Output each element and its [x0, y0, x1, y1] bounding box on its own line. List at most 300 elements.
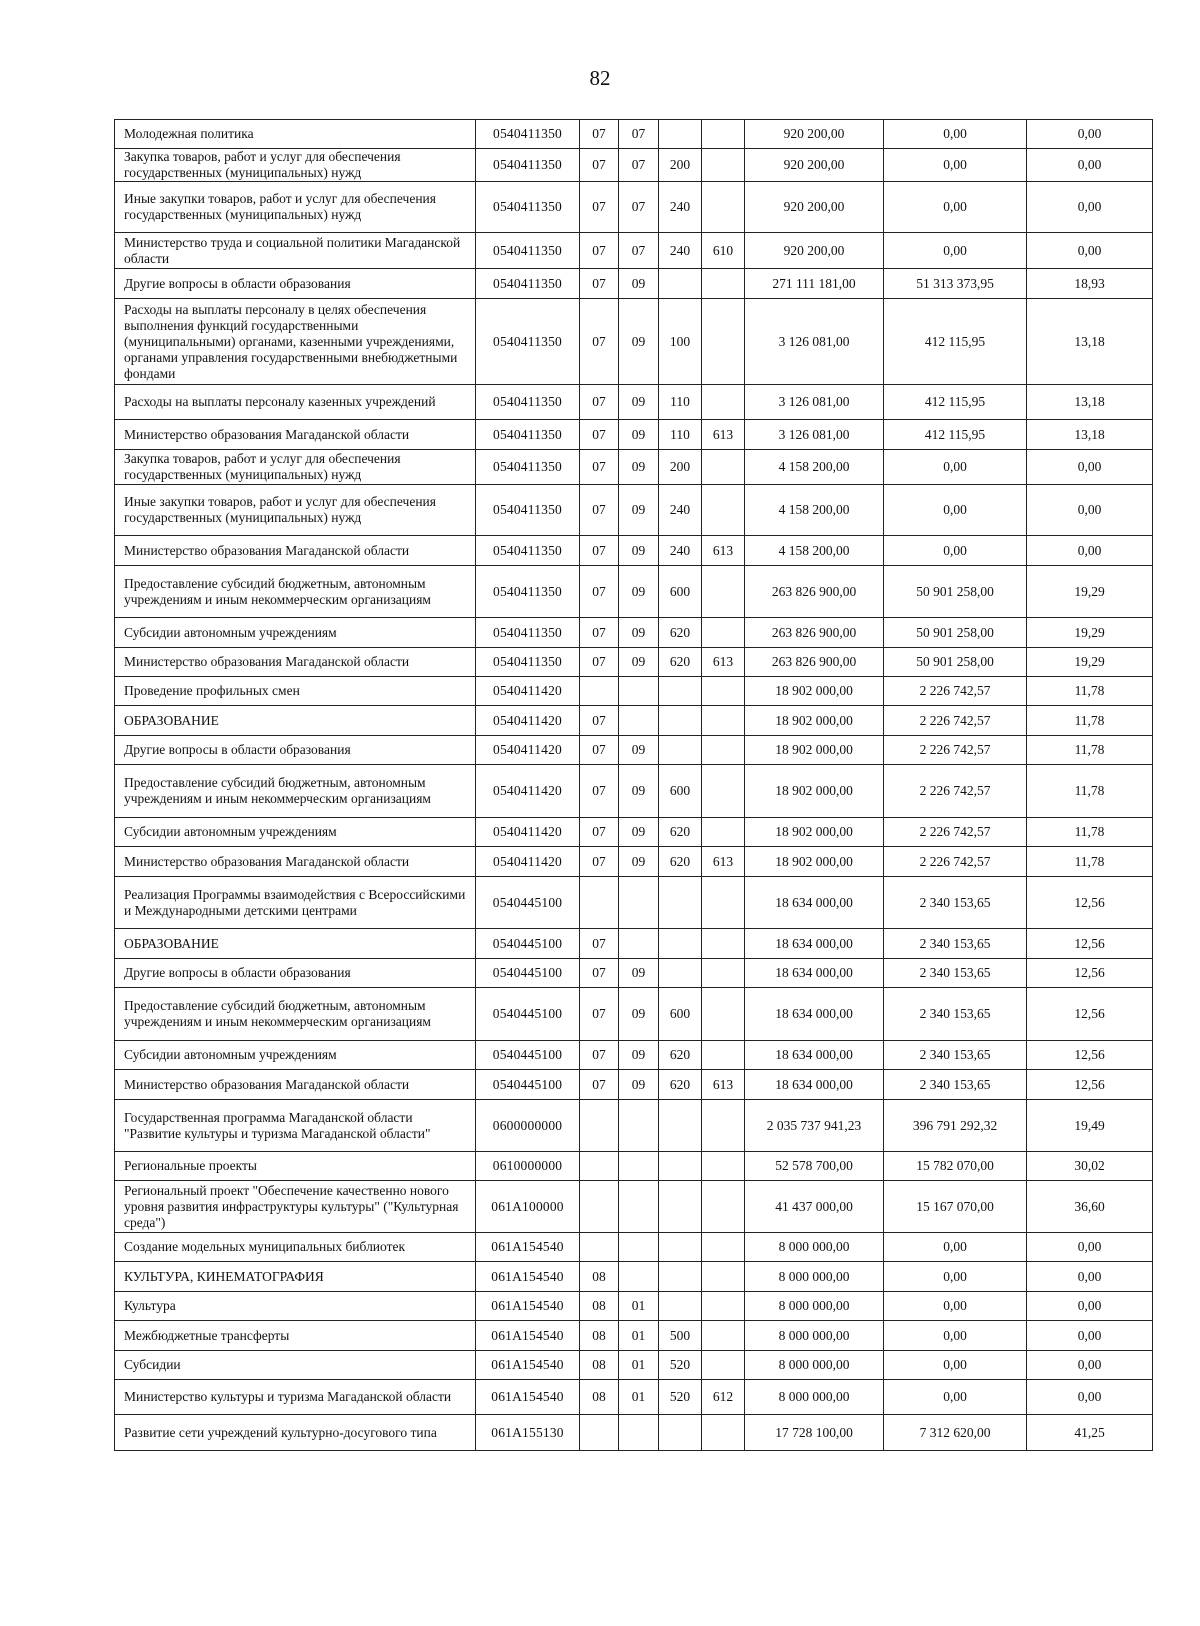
row-name-cell: Закупка товаров, работ и услуг для обеспечения государственных (муниципальных) нужд [115, 450, 476, 485]
row-expense-type-cell [659, 677, 702, 706]
row-planned-amount-cell: 263 826 900,00 [745, 566, 884, 618]
row-expense-type-cell: 620 [659, 1041, 702, 1070]
row-target-code-cell: 061А154540 [476, 1262, 580, 1292]
row-name-cell: Другие вопросы в области образования [115, 269, 476, 299]
table-row [115, 648, 1153, 677]
row-target-code-cell: 0540411420 [476, 736, 580, 765]
row-subsection-cell: 09 [619, 385, 659, 420]
row-name-cell: КУЛЬТУРА, КИНЕМАТОГРАФИЯ [115, 1262, 476, 1292]
row-executed-amount-cell: 0,00 [884, 233, 1027, 269]
budget-execution-table [114, 119, 1153, 1451]
row-target-code-cell: 0540411350 [476, 485, 580, 536]
row-expense-type-cell: 600 [659, 765, 702, 818]
row-subsection-cell: 09 [619, 847, 659, 877]
table-row [115, 149, 1153, 182]
row-name-cell: Иные закупки товаров, работ и услуг для обеспечения государственных (муниципальных) нужд [115, 182, 476, 233]
row-executed-amount-cell: 0,00 [884, 536, 1027, 566]
row-administrator-cell [702, 299, 745, 385]
row-execution-percent-cell: 12,56 [1027, 929, 1153, 959]
row-administrator-cell [702, 566, 745, 618]
row-target-code-cell: 0540411420 [476, 677, 580, 706]
row-administrator-cell [702, 877, 745, 929]
table-row [115, 182, 1153, 233]
row-execution-percent-cell: 13,18 [1027, 420, 1153, 450]
row-expense-type-cell: 600 [659, 988, 702, 1041]
row-subsection-cell: 09 [619, 269, 659, 299]
row-section-cell: 07 [580, 818, 619, 847]
row-execution-percent-cell: 11,78 [1027, 706, 1153, 736]
row-execution-percent-cell: 0,00 [1027, 1380, 1153, 1415]
row-expense-type-cell: 240 [659, 182, 702, 233]
row-planned-amount-cell: 8 000 000,00 [745, 1233, 884, 1262]
row-subsection-cell [619, 1100, 659, 1152]
row-executed-amount-cell: 2 226 742,57 [884, 677, 1027, 706]
row-administrator-cell [702, 120, 745, 149]
table-row [115, 1152, 1153, 1181]
row-name-cell: Культура [115, 1292, 476, 1321]
row-executed-amount-cell: 2 340 153,65 [884, 877, 1027, 929]
row-administrator-cell [702, 706, 745, 736]
table-row [115, 959, 1153, 988]
row-subsection-cell: 09 [619, 299, 659, 385]
row-executed-amount-cell: 412 115,95 [884, 420, 1027, 450]
row-administrator-cell [702, 1233, 745, 1262]
row-execution-percent-cell: 18,93 [1027, 269, 1153, 299]
row-section-cell: 07 [580, 1041, 619, 1070]
table-row [115, 988, 1153, 1041]
row-section-cell: 07 [580, 233, 619, 269]
row-section-cell: 07 [580, 536, 619, 566]
row-administrator-cell [702, 1292, 745, 1321]
row-executed-amount-cell: 0,00 [884, 485, 1027, 536]
row-expense-type-cell: 100 [659, 299, 702, 385]
row-execution-percent-cell: 30,02 [1027, 1152, 1153, 1181]
table-row [115, 818, 1153, 847]
row-target-code-cell: 0540411420 [476, 706, 580, 736]
row-name-cell: Государственная программа Магаданской области "Развитие культуры и туризма Магаданской области" [115, 1100, 476, 1152]
row-planned-amount-cell: 17 728 100,00 [745, 1415, 884, 1451]
table-row [115, 618, 1153, 648]
row-section-cell [580, 1415, 619, 1451]
row-executed-amount-cell: 0,00 [884, 1351, 1027, 1380]
row-planned-amount-cell: 4 158 200,00 [745, 485, 884, 536]
row-administrator-cell: 613 [702, 648, 745, 677]
row-executed-amount-cell: 15 782 070,00 [884, 1152, 1027, 1181]
row-administrator-cell: 613 [702, 420, 745, 450]
row-section-cell: 07 [580, 1070, 619, 1100]
row-target-code-cell: 0540445100 [476, 959, 580, 988]
row-name-cell: Субсидии автономным учреждениям [115, 1041, 476, 1070]
row-executed-amount-cell: 0,00 [884, 450, 1027, 485]
row-execution-percent-cell: 11,78 [1027, 677, 1153, 706]
table-row [115, 765, 1153, 818]
row-planned-amount-cell: 3 126 081,00 [745, 299, 884, 385]
row-target-code-cell: 0540411350 [476, 299, 580, 385]
row-name-cell: Предоставление субсидий бюджетным, автономным учреждениям и иным некоммерческим организациям [115, 988, 476, 1041]
row-target-code-cell: 0540411350 [476, 149, 580, 182]
row-executed-amount-cell: 2 226 742,57 [884, 818, 1027, 847]
row-expense-type-cell [659, 736, 702, 765]
row-name-cell: Министерство образования Магаданской области [115, 648, 476, 677]
row-section-cell: 07 [580, 450, 619, 485]
row-subsection-cell: 09 [619, 818, 659, 847]
row-planned-amount-cell: 920 200,00 [745, 182, 884, 233]
row-execution-percent-cell: 11,78 [1027, 736, 1153, 765]
row-subsection-cell [619, 1152, 659, 1181]
row-administrator-cell [702, 385, 745, 420]
row-administrator-cell [702, 1041, 745, 1070]
row-expense-type-cell: 620 [659, 847, 702, 877]
row-name-cell: Развитие сети учреждений культурно-досугового типа [115, 1415, 476, 1451]
row-administrator-cell [702, 959, 745, 988]
table-row [115, 566, 1153, 618]
row-target-code-cell: 0540411350 [476, 536, 580, 566]
row-executed-amount-cell: 2 226 742,57 [884, 765, 1027, 818]
row-executed-amount-cell: 396 791 292,32 [884, 1100, 1027, 1152]
table-row [115, 120, 1153, 149]
row-section-cell: 08 [580, 1351, 619, 1380]
row-executed-amount-cell: 2 340 153,65 [884, 929, 1027, 959]
row-section-cell: 08 [580, 1380, 619, 1415]
row-section-cell: 08 [580, 1321, 619, 1351]
table-row [115, 706, 1153, 736]
row-administrator-cell [702, 677, 745, 706]
row-execution-percent-cell: 11,78 [1027, 765, 1153, 818]
row-planned-amount-cell: 8 000 000,00 [745, 1351, 884, 1380]
row-execution-percent-cell: 11,78 [1027, 847, 1153, 877]
row-expense-type-cell [659, 959, 702, 988]
row-name-cell: Министерство культуры и туризма Магаданской области [115, 1380, 476, 1415]
row-planned-amount-cell: 920 200,00 [745, 120, 884, 149]
row-expense-type-cell: 620 [659, 1070, 702, 1100]
row-section-cell: 07 [580, 566, 619, 618]
row-target-code-cell: 0540445100 [476, 929, 580, 959]
row-subsection-cell: 01 [619, 1380, 659, 1415]
row-planned-amount-cell: 3 126 081,00 [745, 385, 884, 420]
row-name-cell: Межбюджетные трансферты [115, 1321, 476, 1351]
page-number: 82 [589, 66, 611, 90]
table-row [115, 1181, 1153, 1233]
row-target-code-cell: 0540411420 [476, 847, 580, 877]
row-execution-percent-cell: 0,00 [1027, 450, 1153, 485]
table-row [115, 677, 1153, 706]
row-planned-amount-cell: 2 035 737 941,23 [745, 1100, 884, 1152]
row-planned-amount-cell: 263 826 900,00 [745, 648, 884, 677]
row-subsection-cell: 07 [619, 120, 659, 149]
row-administrator-cell [702, 818, 745, 847]
row-target-code-cell: 0610000000 [476, 1152, 580, 1181]
row-planned-amount-cell: 920 200,00 [745, 149, 884, 182]
row-subsection-cell [619, 1262, 659, 1292]
row-subsection-cell: 09 [619, 536, 659, 566]
row-execution-percent-cell: 0,00 [1027, 1262, 1153, 1292]
row-execution-percent-cell: 19,29 [1027, 618, 1153, 648]
row-administrator-cell: 613 [702, 1070, 745, 1100]
row-expense-type-cell: 110 [659, 420, 702, 450]
row-target-code-cell: 061А154540 [476, 1233, 580, 1262]
row-administrator-cell [702, 485, 745, 536]
row-section-cell [580, 1233, 619, 1262]
row-name-cell: Проведение профильных смен [115, 677, 476, 706]
table-body [115, 120, 1153, 1451]
row-section-cell: 07 [580, 765, 619, 818]
row-administrator-cell: 613 [702, 536, 745, 566]
row-administrator-cell [702, 1181, 745, 1233]
row-administrator-cell [702, 1152, 745, 1181]
row-executed-amount-cell: 2 226 742,57 [884, 847, 1027, 877]
row-expense-type-cell: 620 [659, 618, 702, 648]
row-executed-amount-cell: 7 312 620,00 [884, 1415, 1027, 1451]
row-execution-percent-cell: 0,00 [1027, 1292, 1153, 1321]
row-subsection-cell [619, 877, 659, 929]
row-executed-amount-cell: 2 340 153,65 [884, 1041, 1027, 1070]
row-target-code-cell: 0540445100 [476, 1041, 580, 1070]
row-execution-percent-cell: 0,00 [1027, 182, 1153, 233]
row-target-code-cell: 061А154540 [476, 1380, 580, 1415]
row-planned-amount-cell: 18 634 000,00 [745, 1041, 884, 1070]
row-section-cell: 07 [580, 269, 619, 299]
row-name-cell: Министерство образования Магаданской области [115, 536, 476, 566]
row-executed-amount-cell: 0,00 [884, 1321, 1027, 1351]
row-execution-percent-cell: 0,00 [1027, 1321, 1153, 1351]
table-row [115, 1321, 1153, 1351]
row-administrator-cell [702, 149, 745, 182]
row-target-code-cell: 0540411350 [476, 618, 580, 648]
row-name-cell: Расходы на выплаты персоналу казенных учреждений [115, 385, 476, 420]
row-executed-amount-cell: 50 901 258,00 [884, 566, 1027, 618]
row-expense-type-cell: 500 [659, 1321, 702, 1351]
row-section-cell [580, 677, 619, 706]
row-section-cell: 07 [580, 706, 619, 736]
row-planned-amount-cell: 8 000 000,00 [745, 1262, 884, 1292]
row-target-code-cell: 0540411350 [476, 566, 580, 618]
row-subsection-cell: 09 [619, 988, 659, 1041]
row-subsection-cell: 09 [619, 765, 659, 818]
row-name-cell: Региональный проект "Обеспечение качественно нового уровня развития инфраструктуры культуры" ("Культурная среда") [115, 1181, 476, 1233]
row-name-cell: ОБРАЗОВАНИЕ [115, 929, 476, 959]
row-executed-amount-cell: 2 226 742,57 [884, 736, 1027, 765]
table-row [115, 1070, 1153, 1100]
row-section-cell: 07 [580, 299, 619, 385]
row-planned-amount-cell: 18 902 000,00 [745, 765, 884, 818]
row-subsection-cell: 01 [619, 1321, 659, 1351]
row-target-code-cell: 0540411350 [476, 269, 580, 299]
row-planned-amount-cell: 18 634 000,00 [745, 959, 884, 988]
row-name-cell: Региональные проекты [115, 1152, 476, 1181]
table-row [115, 1233, 1153, 1262]
row-subsection-cell: 09 [619, 420, 659, 450]
row-subsection-cell: 09 [619, 485, 659, 536]
row-expense-type-cell [659, 929, 702, 959]
row-administrator-cell [702, 1262, 745, 1292]
row-section-cell [580, 1100, 619, 1152]
table-row [115, 736, 1153, 765]
row-subsection-cell [619, 1233, 659, 1262]
row-expense-type-cell: 240 [659, 233, 702, 269]
row-execution-percent-cell: 12,56 [1027, 1041, 1153, 1070]
table-row [115, 450, 1153, 485]
row-execution-percent-cell: 0,00 [1027, 233, 1153, 269]
row-planned-amount-cell: 18 634 000,00 [745, 988, 884, 1041]
row-executed-amount-cell: 2 340 153,65 [884, 1070, 1027, 1100]
row-expense-type-cell [659, 706, 702, 736]
row-planned-amount-cell: 18 902 000,00 [745, 847, 884, 877]
row-administrator-cell [702, 269, 745, 299]
row-target-code-cell: 0540411350 [476, 420, 580, 450]
row-administrator-cell: 612 [702, 1380, 745, 1415]
row-planned-amount-cell: 18 902 000,00 [745, 706, 884, 736]
row-executed-amount-cell: 50 901 258,00 [884, 648, 1027, 677]
row-name-cell: ОБРАЗОВАНИЕ [115, 706, 476, 736]
row-section-cell: 07 [580, 847, 619, 877]
row-planned-amount-cell: 52 578 700,00 [745, 1152, 884, 1181]
row-section-cell: 07 [580, 120, 619, 149]
row-planned-amount-cell: 8 000 000,00 [745, 1292, 884, 1321]
row-subsection-cell: 07 [619, 149, 659, 182]
row-name-cell: Молодежная политика [115, 120, 476, 149]
row-administrator-cell [702, 1321, 745, 1351]
row-name-cell: Создание модельных муниципальных библиотек [115, 1233, 476, 1262]
row-execution-percent-cell: 11,78 [1027, 818, 1153, 847]
row-expense-type-cell [659, 1100, 702, 1152]
row-target-code-cell: 061А154540 [476, 1321, 580, 1351]
row-section-cell: 08 [580, 1262, 619, 1292]
row-section-cell [580, 1152, 619, 1181]
row-section-cell: 07 [580, 929, 619, 959]
row-executed-amount-cell: 0,00 [884, 1262, 1027, 1292]
table-row [115, 1415, 1153, 1451]
row-administrator-cell [702, 929, 745, 959]
row-execution-percent-cell: 0,00 [1027, 120, 1153, 149]
row-administrator-cell [702, 182, 745, 233]
row-execution-percent-cell: 13,18 [1027, 299, 1153, 385]
row-name-cell: Субсидии автономным учреждениям [115, 818, 476, 847]
row-planned-amount-cell: 18 634 000,00 [745, 1070, 884, 1100]
row-planned-amount-cell: 18 902 000,00 [745, 677, 884, 706]
row-expense-type-cell [659, 1152, 702, 1181]
row-execution-percent-cell: 12,56 [1027, 959, 1153, 988]
table-row [115, 877, 1153, 929]
row-expense-type-cell: 200 [659, 450, 702, 485]
table-row [115, 1041, 1153, 1070]
row-section-cell [580, 877, 619, 929]
row-subsection-cell [619, 929, 659, 959]
row-subsection-cell [619, 677, 659, 706]
row-target-code-cell: 0540411350 [476, 233, 580, 269]
row-expense-type-cell: 110 [659, 385, 702, 420]
row-executed-amount-cell: 0,00 [884, 1380, 1027, 1415]
row-administrator-cell [702, 765, 745, 818]
row-target-code-cell: 061А154540 [476, 1292, 580, 1321]
table-row [115, 269, 1153, 299]
row-executed-amount-cell: 0,00 [884, 120, 1027, 149]
row-planned-amount-cell: 8 000 000,00 [745, 1321, 884, 1351]
row-expense-type-cell: 520 [659, 1380, 702, 1415]
row-expense-type-cell: 620 [659, 818, 702, 847]
row-name-cell: Закупка товаров, работ и услуг для обеспечения государственных (муниципальных) нужд [115, 149, 476, 182]
row-name-cell: Другие вопросы в области образования [115, 736, 476, 765]
row-subsection-cell [619, 706, 659, 736]
row-subsection-cell [619, 1415, 659, 1451]
row-administrator-cell: 613 [702, 847, 745, 877]
table-row [115, 233, 1153, 269]
row-planned-amount-cell: 18 634 000,00 [745, 929, 884, 959]
row-subsection-cell: 09 [619, 959, 659, 988]
row-planned-amount-cell: 4 158 200,00 [745, 450, 884, 485]
row-target-code-cell: 0540411350 [476, 450, 580, 485]
row-planned-amount-cell: 18 902 000,00 [745, 736, 884, 765]
row-execution-percent-cell: 0,00 [1027, 1351, 1153, 1380]
row-executed-amount-cell: 15 167 070,00 [884, 1181, 1027, 1233]
row-section-cell: 07 [580, 988, 619, 1041]
row-expense-type-cell: 200 [659, 149, 702, 182]
row-target-code-cell: 0540411350 [476, 385, 580, 420]
row-executed-amount-cell: 0,00 [884, 1233, 1027, 1262]
row-executed-amount-cell: 2 340 153,65 [884, 959, 1027, 988]
row-planned-amount-cell: 263 826 900,00 [745, 618, 884, 648]
row-expense-type-cell: 620 [659, 648, 702, 677]
row-expense-type-cell: 600 [659, 566, 702, 618]
row-executed-amount-cell: 0,00 [884, 182, 1027, 233]
row-section-cell: 08 [580, 1292, 619, 1321]
row-subsection-cell: 09 [619, 648, 659, 677]
row-name-cell: Министерство труда и социальной политики Магаданской области [115, 233, 476, 269]
row-executed-amount-cell: 0,00 [884, 1292, 1027, 1321]
row-target-code-cell: 0540411420 [476, 818, 580, 847]
row-execution-percent-cell: 13,18 [1027, 385, 1153, 420]
row-planned-amount-cell: 3 126 081,00 [745, 420, 884, 450]
row-target-code-cell: 0540411350 [476, 182, 580, 233]
table-row [115, 536, 1153, 566]
row-execution-percent-cell: 12,56 [1027, 988, 1153, 1041]
row-target-code-cell: 061А100000 [476, 1181, 580, 1233]
row-expense-type-cell [659, 1262, 702, 1292]
row-expense-type-cell [659, 1181, 702, 1233]
row-execution-percent-cell: 12,56 [1027, 877, 1153, 929]
row-executed-amount-cell: 50 901 258,00 [884, 618, 1027, 648]
row-administrator-cell [702, 1351, 745, 1380]
row-section-cell [580, 1181, 619, 1233]
row-name-cell: Другие вопросы в области образования [115, 959, 476, 988]
row-subsection-cell [619, 1181, 659, 1233]
row-target-code-cell: 0600000000 [476, 1100, 580, 1152]
row-subsection-cell: 09 [619, 566, 659, 618]
row-planned-amount-cell: 18 902 000,00 [745, 818, 884, 847]
row-execution-percent-cell: 41,25 [1027, 1415, 1153, 1451]
row-administrator-cell [702, 988, 745, 1041]
row-name-cell: Предоставление субсидий бюджетным, автономным учреждениям и иным некоммерческим организациям [115, 765, 476, 818]
row-planned-amount-cell: 8 000 000,00 [745, 1380, 884, 1415]
row-planned-amount-cell: 18 634 000,00 [745, 877, 884, 929]
row-name-cell: Субсидии [115, 1351, 476, 1380]
row-section-cell: 07 [580, 485, 619, 536]
row-expense-type-cell: 240 [659, 485, 702, 536]
row-administrator-cell [702, 450, 745, 485]
row-executed-amount-cell: 412 115,95 [884, 299, 1027, 385]
row-name-cell: Предоставление субсидий бюджетным, автономным учреждениям и иным некоммерческим организациям [115, 566, 476, 618]
row-section-cell: 07 [580, 182, 619, 233]
row-target-code-cell: 0540411350 [476, 648, 580, 677]
row-execution-percent-cell: 0,00 [1027, 1233, 1153, 1262]
row-executed-amount-cell: 51 313 373,95 [884, 269, 1027, 299]
row-execution-percent-cell: 0,00 [1027, 485, 1153, 536]
row-section-cell: 07 [580, 385, 619, 420]
row-section-cell: 07 [580, 618, 619, 648]
row-execution-percent-cell: 19,29 [1027, 648, 1153, 677]
table-row [115, 1100, 1153, 1152]
row-subsection-cell: 01 [619, 1292, 659, 1321]
row-administrator-cell [702, 618, 745, 648]
